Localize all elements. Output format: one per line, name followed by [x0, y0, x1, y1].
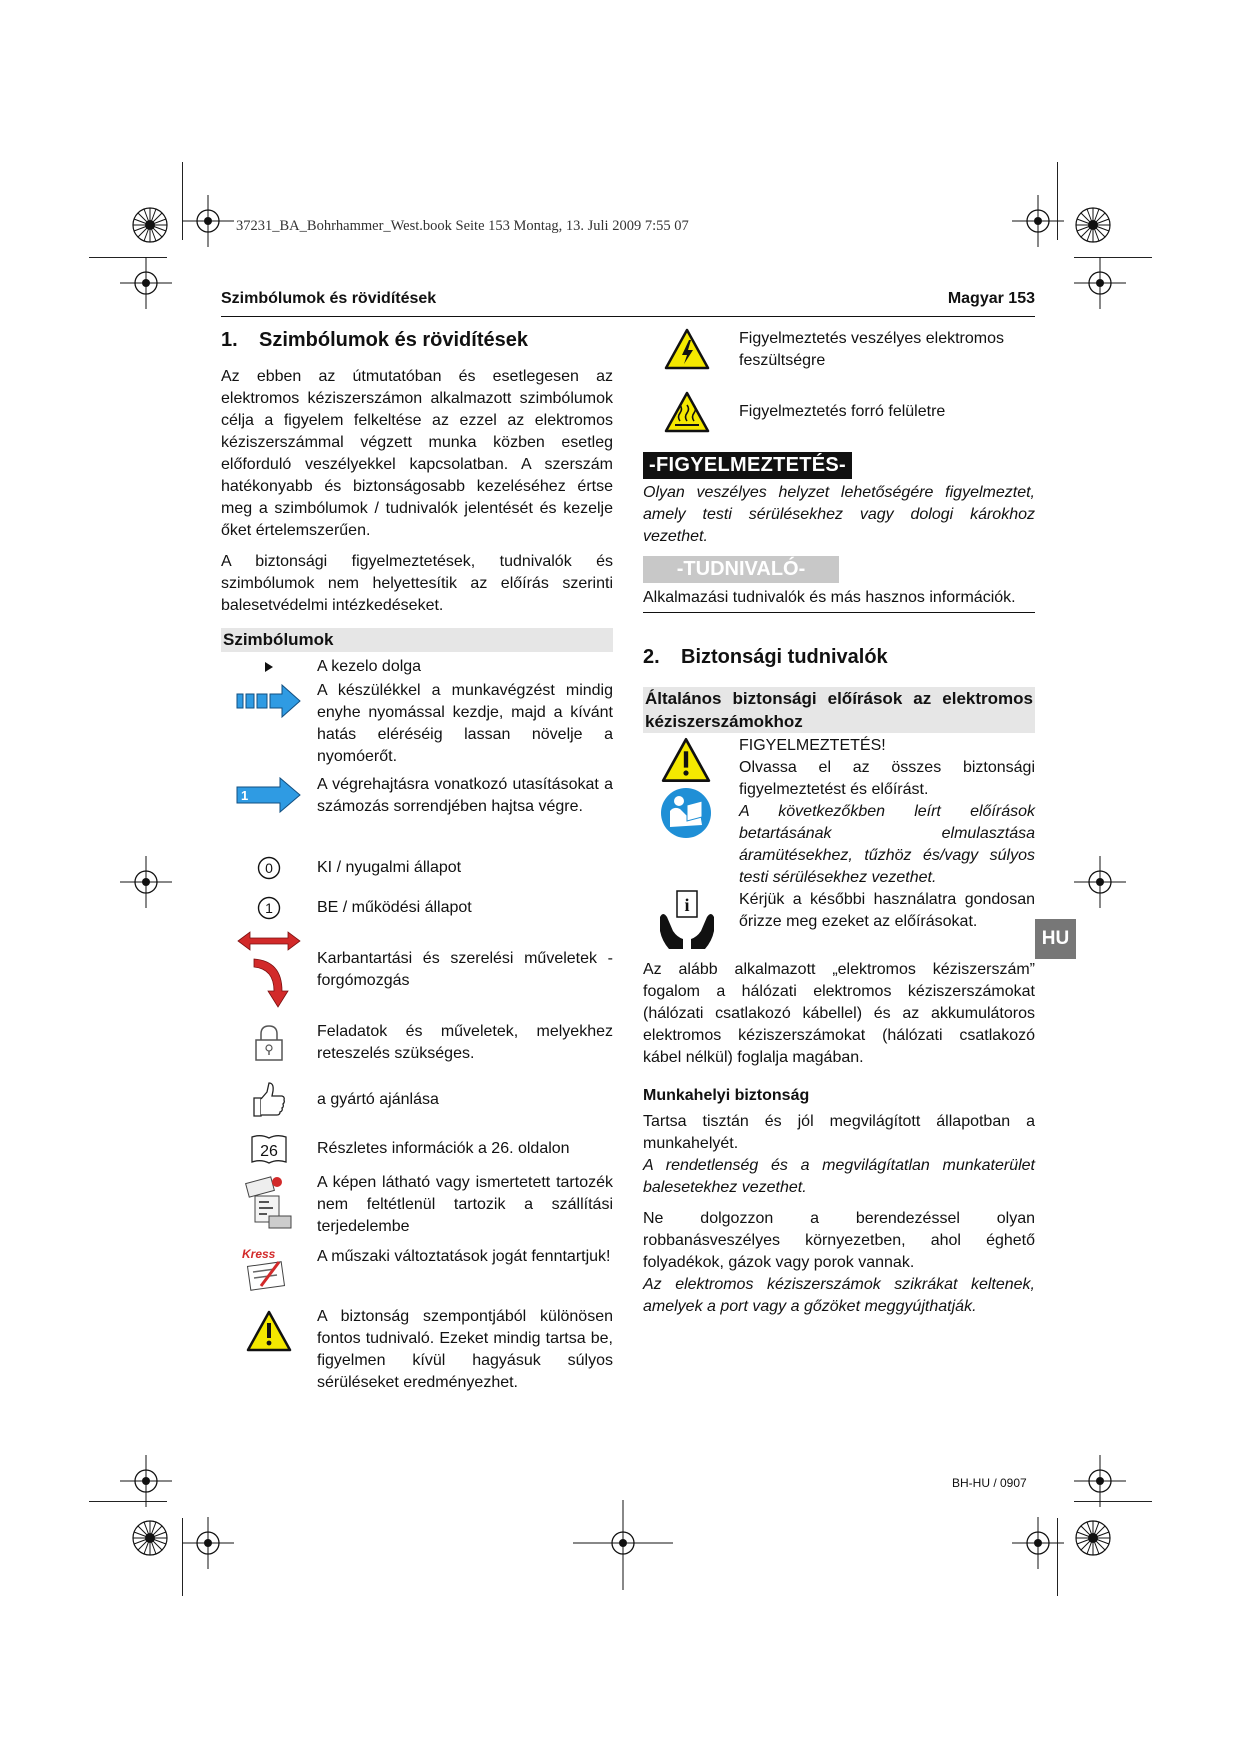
svg-text:Kress: Kress [242, 1247, 276, 1261]
left-column [221, 328, 613, 1406]
off-zero-icon [221, 856, 317, 880]
workplace-p1-italic: A rendetlenség és a megvilágítatlan munkaterület balesetekhez vezethet. [643, 1157, 1035, 1196]
book-page-icon [221, 1132, 317, 1166]
symbol-row: A biztonság szempontjából különösen fontos tudnivaló. Ezeket mindig tartsa be, figyelmen kívül hagyásuk súlyos sérüléseket eredményezhet. [221, 1306, 613, 1406]
warning-text: Olyan veszélyes helyzet lehetőségére figyelmeztet, amely testi sérülésekhez vagy dologi károkhoz vezethet. [643, 484, 1035, 545]
padlock-icon [221, 1023, 317, 1063]
section-1-intro: Az ebben az útmutatóban és esetlegesen az elektromos kéziszerszámon alkalmazott szimbólumok célja a figyelem felkeltése az ezzel az elektromos kéziszerszámmal végzett munka közben esetleg előforduló veszélyekkel kapcsolatban. A szerszám hatékonyabb és biztonságosabb kezeléséhez értse meg a szimbólumok / tudnivalók jelentését és kezelje őket értelemszerűen. [221, 368, 613, 539]
on-one-icon [221, 896, 317, 920]
svg-text:26: 26 [260, 1143, 278, 1160]
numbered-step-arrow-icon [221, 774, 317, 816]
definition-text: Az alább alkalmazott „elektromos kéziszerszám” fogalom a hálózati elektromos kéziszerszámokat (hálózati csatlakozó kábellel) és az akkumulátoros elektromos kéziszerszámokat (hálózati csatlakozó kábel nélkül) foglalja magában. [643, 961, 1035, 1066]
safety-warning-line: Olvassa el az összes biztonsági figyelmeztetést és előírást. [739, 759, 1035, 798]
note-text: Alkalmazási tudnivalók és más hasznos információk. [643, 589, 1016, 606]
symbol-row: Figyelmeztetés veszélyes elektromos feszültségre [643, 328, 1035, 384]
section-2-title: 2. Biztonsági tudnivalók [643, 646, 888, 668]
svg-text:0: 0 [265, 860, 273, 876]
section-1-title: 1. Szimbólumok és rövidítések [221, 329, 528, 351]
accessory-not-included-icon [221, 1172, 317, 1234]
workplace-p2: Ne dolgozzon a berendezéssel olyan robbanásveszélyes környezetben, ahol éghető folyadékok, gázok vagy porok vannak. [643, 1210, 1035, 1271]
section-1-note: A biztonsági figyelmeztetések, tudnivalók és szimbólumok nem helyettesítik az előírás szerinti balesetvédelmi intézkedéseket. [221, 553, 613, 614]
symbol-row: 1 BE / működési állapot [221, 888, 613, 928]
electric-voltage-warning-icon [643, 328, 739, 370]
workplace-safety-heading: Munkahelyi biztonság [643, 1087, 810, 1104]
symbol-row: Feladatok és műveletek, melyekhez reteszelés szükséges. [221, 1012, 613, 1074]
safety-warning-block [643, 735, 1035, 889]
svg-text:1: 1 [265, 900, 273, 916]
warning-label: -FIGYELMEZTETÉS- [643, 452, 852, 479]
kress-technical-changes-icon [221, 1246, 317, 1296]
triangle-bullet-icon [221, 656, 317, 678]
svg-text:i: i [684, 895, 690, 915]
keep-instructions-text: Kérjük a későbbi használatra gondosan őrizze meg ezeket az előírásokat. [739, 891, 1035, 930]
symbol-row: 26 Részletes információk a 26. oldalon [221, 1126, 613, 1172]
language-tab: HU [1035, 919, 1076, 959]
symbols-heading: Szimbólumok [221, 628, 613, 652]
symbol-row: 0 KI / nyugalmi állapot [221, 848, 613, 888]
pressure-arrow-icon [221, 680, 317, 722]
read-manual-icon [660, 787, 712, 839]
svg-text:1: 1 [241, 788, 249, 803]
general-safety-heading: Általános biztonsági előírások az elektromos kéziszerszámokhoz [645, 689, 1033, 731]
symbol-row: 1 A végrehajtásra vonatkozó utasításokat a számozás sorrendjében hajtsa végre. [221, 774, 613, 848]
running-header-right: Magyar 153 [947, 290, 1035, 307]
symbol-row: A készülékkel a munkavégzést mindig enyhe nyomással kezdje, majd a kívánt hatás eléréséig lassan növelje a nyomóerőt. [221, 680, 613, 774]
safety-warning-italic: A következőkben leírt előírások betartásának elmulasztása áramütésekhez, tűzhöz és/vagy súlyos testi sérülésekhez vezethet. [739, 803, 1035, 886]
print-info: 37231_BA_Bohrhammer_West.book Seite 153 Montag, 13. Juli 2009 7:55 07 [236, 218, 689, 234]
symbol-row: Karbantartási és szerelési műveletek - forgómozgás [221, 928, 613, 1012]
running-header-left: Szimbólumok és rövidítések [221, 290, 437, 307]
thumbs-up-icon [221, 1080, 317, 1120]
note-label: -TUDNIVALÓ- [643, 556, 839, 583]
safety-warning-title: FIGYELMEZTETÉS! [739, 737, 886, 754]
workplace-p1: Tartsa tisztán és jól megvilágított állapotban a munkahelyét. [643, 1113, 1035, 1152]
symbol-row: Kress A műszaki változtatások jogát fenntartjuk! [221, 1246, 613, 1306]
symbol-row: A képen látható vagy ismertetett tartozék nem feltétlenül tartozik a szállítási terjedelembe [221, 1172, 613, 1246]
footer-code: BH-HU / 0907 [952, 1476, 1027, 1490]
header-rule [221, 316, 1035, 317]
symbol-row: A kezelo dolga [221, 656, 613, 680]
push-rotate-arrows-icon [221, 931, 317, 1009]
keep-instructions-icon [643, 889, 739, 951]
workplace-p2-italic: Az elektromos kéziszerszámok szikrákat keltenek, amelyek a port vagy a gőzöket meggyújthatják. [643, 1276, 1035, 1315]
warning-triangle-icon [221, 1306, 317, 1352]
right-column [643, 328, 1035, 1318]
symbol-row: a gyártó ajánlása [221, 1074, 613, 1126]
symbol-row: Figyelmeztetés forró felületre [643, 384, 1035, 440]
keep-instructions-block [643, 889, 1035, 951]
hot-surface-warning-icon [643, 391, 739, 433]
warning-triangle-icon [661, 737, 711, 783]
